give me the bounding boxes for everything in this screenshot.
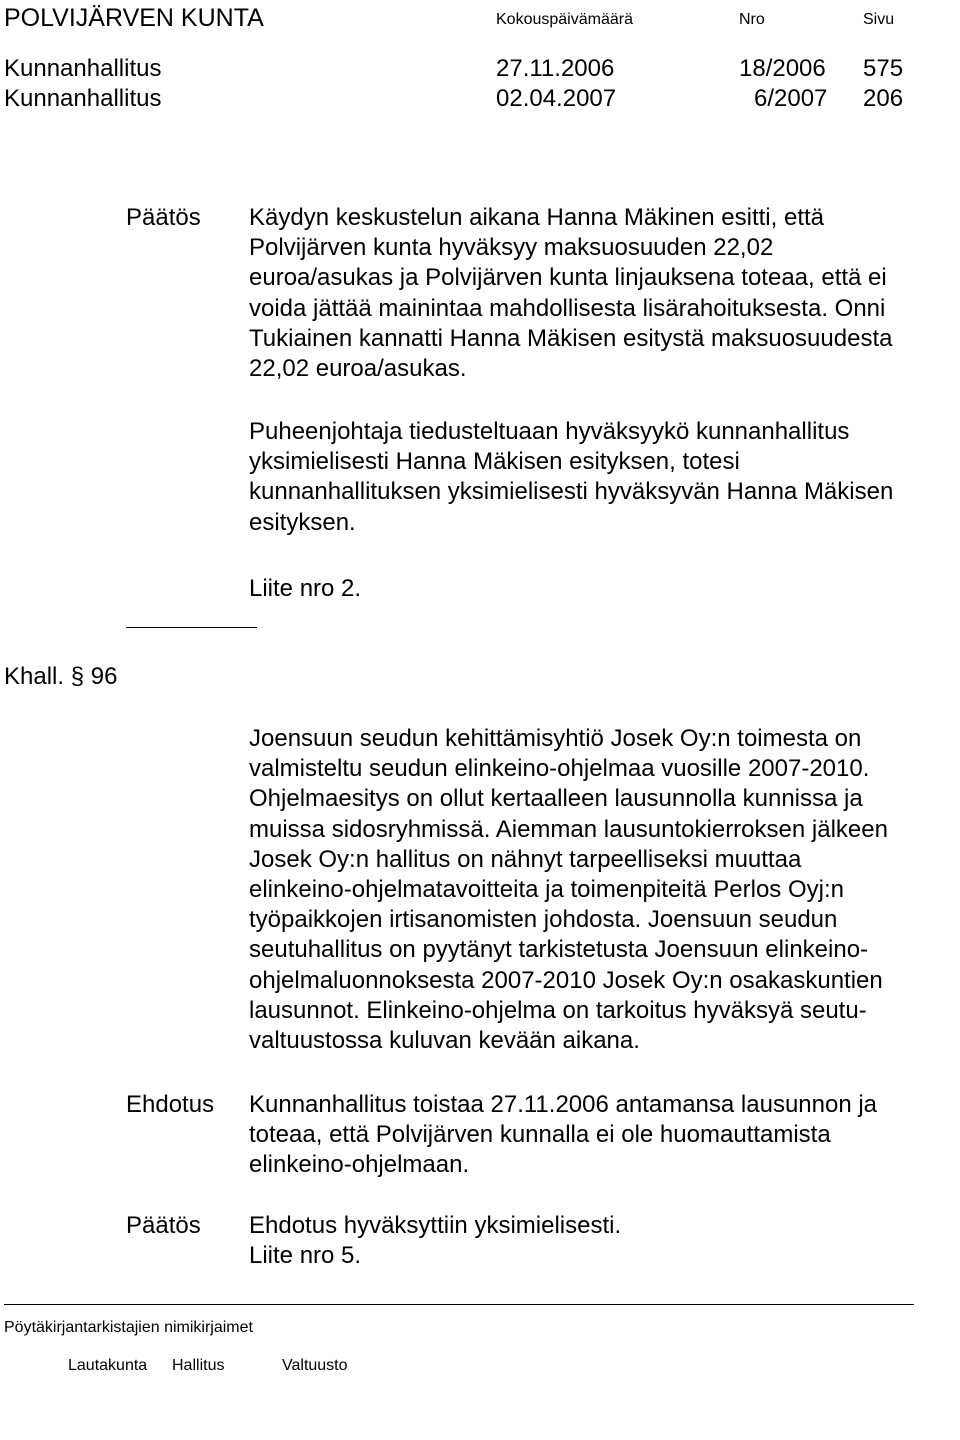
header-row-2-date: 02.04.2007 bbox=[496, 85, 617, 112]
footer-column-lautakunta: Lautakunta bbox=[68, 1357, 148, 1374]
organization-name: POLVIJÄRVEN KUNTA bbox=[4, 4, 264, 32]
decision-line: voida jättää mainintaa mahdollisesta lisärahoituksesta. Onni bbox=[249, 294, 886, 322]
header-row-1-date: 27.11.2006 bbox=[496, 55, 615, 82]
chair-paragraph bbox=[249, 417, 893, 538]
decision-line: Polvijärven kunta hyväksyy maksuosuuden 22,02 bbox=[249, 234, 774, 262]
section-divider bbox=[126, 627, 257, 628]
chair-line: yksimielisesti Hanna Mäkisen esityksen, totesi bbox=[249, 448, 740, 476]
decision-paragraph bbox=[249, 203, 892, 384]
body-line: työpaikkojen irtisanomisten johdosta. Joensuun seudun bbox=[249, 906, 838, 934]
footer-column-valtuusto: Valtuusto bbox=[282, 1357, 348, 1374]
signature-label: Pöytäkirjantarkistajien nimikirjaimet bbox=[4, 1319, 253, 1336]
header-row-2-number: 6/2007 bbox=[754, 85, 828, 112]
item-number: Khall. § 96 bbox=[4, 663, 118, 690]
chair-line: Puheenjohtaja tiedusteltuaan hyväksyykö kunnanhallitus bbox=[249, 418, 850, 445]
item-body-paragraph bbox=[249, 724, 888, 1056]
header-row-2-page: 206 bbox=[863, 85, 904, 112]
date-column-label: Kokouspäivämäärä bbox=[496, 11, 633, 28]
proposal-paragraph bbox=[249, 1090, 877, 1181]
proposal-line: Kunnanhallitus toistaa 27.11.2006 antamansa lausunnon ja bbox=[249, 1091, 878, 1118]
final-decision-line: Liite nro 5. bbox=[249, 1242, 362, 1270]
footer-rule bbox=[4, 1304, 914, 1305]
body-line: elinkeino-ohjelmatavoitteita ja toimenpiteitä Perlos Oyj:n bbox=[249, 876, 844, 904]
footer-column-hallitus: Hallitus bbox=[172, 1357, 225, 1374]
decision-line: Tukiainen kannatti Hanna Mäkisen esitystä maksuosuudesta bbox=[249, 324, 893, 352]
body-line: lausunnot. Elinkeino-ohjelma on tarkoitus hyväksyä seutu- bbox=[249, 996, 867, 1024]
body-line: valtuustossa kuluvan kevään aikana. bbox=[249, 1027, 640, 1055]
final-decision-paragraph bbox=[249, 1211, 621, 1271]
header-row-1-page: 575 bbox=[863, 55, 904, 82]
header-row-2-body: Kunnanhallitus bbox=[4, 85, 162, 112]
final-decision-label: Päätös bbox=[126, 1212, 201, 1239]
attachment-note: Liite nro 2. bbox=[249, 575, 362, 602]
body-line: muissa sidosryhmissä. Aiemman lausuntokierroksen jälkeen bbox=[249, 815, 888, 843]
body-line: seutuhallitus on pyytänyt tarkistetusta Joensuun elinkeino- bbox=[249, 936, 869, 964]
body-line: Joensuun seudun kehittämisyhtiö Josek Oy:n toimesta on bbox=[249, 725, 862, 752]
header-row-1-number: 18/2006 bbox=[739, 55, 826, 82]
decision-line: Käydyn keskustelun aikana Hanna Mäkinen esitti, että bbox=[249, 204, 825, 231]
proposal-line: elinkeino-ohjelmaan. bbox=[249, 1151, 470, 1179]
chair-line: kunnanhallituksen yksimielisesti hyväksyvän Hanna Mäkisen bbox=[249, 478, 894, 506]
header-row-1-body: Kunnanhallitus bbox=[4, 55, 162, 82]
decision-line: 22,02 euroa/asukas. bbox=[249, 355, 467, 383]
body-line: valmisteltu seudun elinkeino-ohjelmaa vuosille 2007-2010. bbox=[249, 755, 870, 783]
number-column-label: Nro bbox=[739, 11, 765, 28]
final-decision-line: Ehdotus hyväksyttiin yksimielisesti. bbox=[249, 1212, 622, 1239]
proposal-label: Ehdotus bbox=[126, 1091, 215, 1118]
body-line: ohjelmaluonnoksesta 2007-2010 Josek Oy:n osakaskuntien bbox=[249, 966, 883, 994]
page-column-label: Sivu bbox=[863, 11, 895, 28]
body-line: Ohjelmaesitys on ollut kertaalleen lausunnolla kunnissa ja bbox=[249, 785, 863, 813]
body-line: Josek Oy:n hallitus on nähnyt tarpeelliseksi muuttaa bbox=[249, 845, 802, 873]
proposal-line: toteaa, että Polvijärven kunnalla ei ole huomauttamista bbox=[249, 1121, 831, 1149]
decision-line: euroa/asukas ja Polvijärven kunta linjauksena toteaa, että ei bbox=[249, 264, 887, 292]
decision-label: Päätös bbox=[126, 204, 201, 231]
chair-line: esityksen. bbox=[249, 508, 356, 536]
